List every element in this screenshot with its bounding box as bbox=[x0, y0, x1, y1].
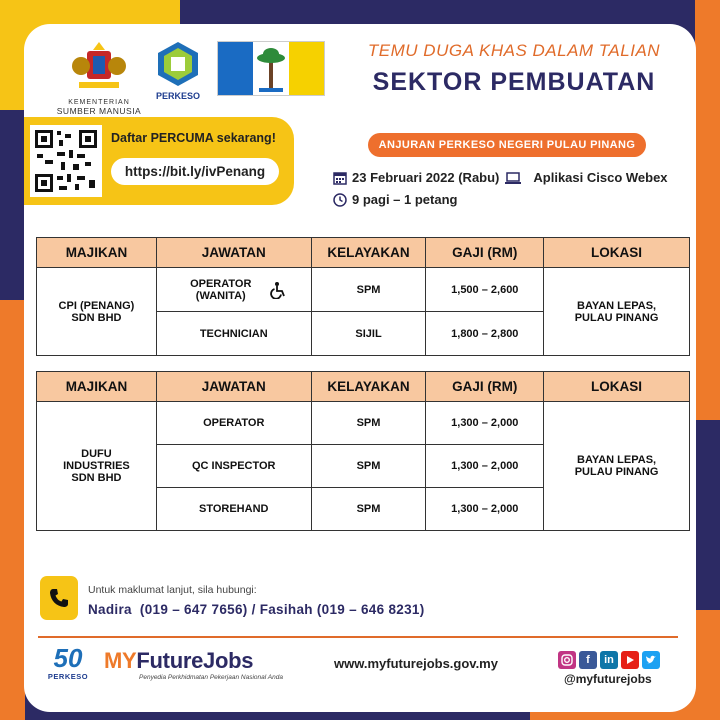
organiser-badge: ANJURAN PERKESO NEGERI PULAU PINANG bbox=[368, 133, 646, 157]
event-subtitle: TEMU DUGA KHAS DALAM TALIAN bbox=[367, 41, 661, 60]
brand-my: MY bbox=[104, 648, 137, 673]
anniversary-number: 50 bbox=[53, 643, 83, 673]
location-name: BAYAN LEPAS, PULAU PINANG bbox=[574, 299, 659, 324]
salary-cell: 1,800 – 2,800 bbox=[426, 312, 544, 356]
qualification-cell: SPM bbox=[311, 445, 426, 488]
position-cell: QC INSPECTOR bbox=[156, 445, 311, 488]
table-header-row bbox=[37, 372, 690, 402]
perkeso-logo-text: PERKESO bbox=[155, 91, 200, 101]
employer-name: CPI (PENANG) SDN BHD bbox=[58, 299, 135, 324]
linkedin-icon[interactable]: in bbox=[600, 651, 618, 669]
header-position: JAWATAN bbox=[156, 238, 311, 268]
location-cell bbox=[544, 402, 690, 531]
side-decoration-orange-right bbox=[695, 0, 720, 420]
table-row bbox=[37, 268, 690, 312]
wheelchair-icon bbox=[269, 281, 287, 299]
twitter-icon[interactable] bbox=[642, 651, 660, 669]
jobs-table-cpi bbox=[36, 237, 690, 356]
header-location: LOKASI bbox=[544, 238, 690, 268]
contact-names: Nadira (019 – 647 7656) / Fasihah (019 – 646 8231) bbox=[88, 602, 425, 617]
anniversary-text: PERKESO bbox=[47, 672, 89, 681]
qualification-cell: SPM bbox=[311, 268, 426, 312]
facebook-icon[interactable]: f bbox=[579, 651, 597, 669]
myfuturejobs-logo bbox=[104, 648, 253, 674]
event-title: SEKTOR PEMBUATAN bbox=[372, 68, 656, 96]
footer-divider bbox=[38, 636, 678, 638]
instagram-icon[interactable] bbox=[558, 651, 576, 669]
ministry-label-top: KEMENTERIAN bbox=[68, 99, 130, 106]
salary-cell: 1,500 – 2,600 bbox=[426, 268, 544, 312]
register-title: Daftar PERCUMA sekarang! bbox=[111, 131, 276, 145]
social-handle: @myfuturejobs bbox=[564, 672, 652, 686]
event-time: 9 pagi – 1 petang bbox=[352, 192, 458, 207]
location-name: BAYAN LEPAS, PULAU PINANG bbox=[574, 454, 659, 478]
employer-name: DUFU INDUSTRIES SDN BHD bbox=[63, 448, 130, 484]
palm-tree-icon bbox=[253, 42, 289, 95]
salary-cell: 1,300 – 2,000 bbox=[426, 402, 544, 445]
calendar-icon bbox=[333, 171, 347, 185]
table-header-row bbox=[37, 238, 690, 268]
social-icons bbox=[558, 651, 660, 669]
side-decoration-orange-left bbox=[0, 300, 25, 720]
jobs-table-dufu bbox=[36, 371, 690, 531]
header-position: JAWATAN bbox=[156, 372, 311, 402]
brand-rest: FutureJobs bbox=[136, 648, 254, 673]
header-qualification: KELAYAKAN bbox=[311, 372, 426, 402]
header-location: LOKASI bbox=[544, 372, 690, 402]
position-name: OPERATOR (WANITA) bbox=[190, 277, 252, 302]
qr-code[interactable] bbox=[30, 125, 102, 197]
perkeso-hexagon-icon bbox=[154, 40, 202, 88]
header-salary: GAJI (RM) bbox=[426, 238, 544, 268]
penang-flag bbox=[217, 41, 325, 96]
salary-cell: 1,300 – 2,000 bbox=[426, 445, 544, 488]
brand-tagline: Penyedia Perkhidmatan Pekerjaan Nasional Anda bbox=[139, 674, 283, 681]
registration-box bbox=[24, 117, 294, 205]
perkeso-logo bbox=[152, 40, 204, 101]
coat-of-arms-icon bbox=[69, 40, 129, 92]
youtube-icon[interactable] bbox=[621, 651, 639, 669]
event-date-row bbox=[333, 170, 668, 185]
salary-cell: 1,300 – 2,000 bbox=[426, 488, 544, 531]
table-row bbox=[37, 402, 690, 445]
laptop-icon bbox=[504, 171, 522, 185]
employer-cell bbox=[37, 402, 157, 531]
clock-icon bbox=[333, 193, 347, 207]
event-platform: Aplikasi Cisco Webex bbox=[533, 170, 668, 185]
position-cell: STOREHAND bbox=[156, 488, 311, 531]
event-date: 23 Februari 2022 (Rabu) bbox=[352, 170, 500, 185]
location-cell bbox=[544, 268, 690, 356]
event-time-row bbox=[333, 192, 457, 207]
qualification-cell: SPM bbox=[311, 402, 426, 445]
register-link[interactable]: https://bit.ly/ivPenang bbox=[111, 158, 279, 185]
contact-label: Untuk maklumat lanjut, sila hubungi: bbox=[88, 584, 257, 596]
perkeso-50-logo bbox=[44, 644, 92, 681]
position-cell: OPERATOR bbox=[156, 402, 311, 445]
ministry-label-bottom: SUMBER MANUSIA bbox=[56, 106, 142, 116]
poster-card bbox=[24, 24, 696, 712]
website-link[interactable]: www.myfuturejobs.gov.my bbox=[334, 656, 498, 671]
qualification-cell: SIJIL bbox=[311, 312, 426, 356]
phone-icon-box bbox=[40, 576, 78, 620]
phone-icon bbox=[48, 587, 70, 609]
qr-code-icon bbox=[33, 128, 99, 194]
position-cell: TECHNICIAN bbox=[156, 312, 311, 356]
position-cell bbox=[156, 268, 311, 312]
header-qualification: KELAYAKAN bbox=[311, 238, 426, 268]
employer-cell bbox=[37, 268, 157, 356]
header-employer: MAJIKAN bbox=[37, 238, 157, 268]
qualification-cell: SPM bbox=[311, 488, 426, 531]
header-employer: MAJIKAN bbox=[37, 372, 157, 402]
ministry-logo bbox=[54, 40, 144, 116]
header-salary: GAJI (RM) bbox=[426, 372, 544, 402]
